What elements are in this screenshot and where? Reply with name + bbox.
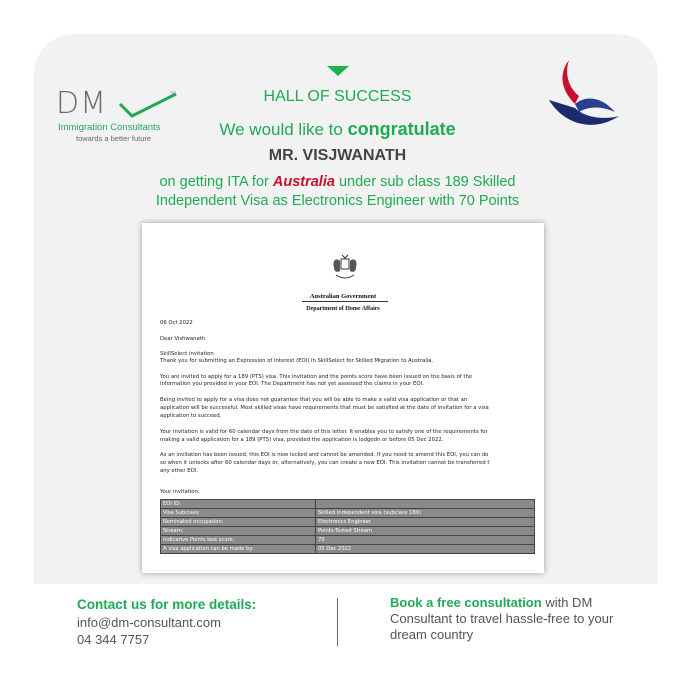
letter-paragraph: Your invitation is valid for 60 calendar days from the date of this letter. It enables you to satisfy one of the requirements for [160, 429, 488, 435]
invitation-table-title: Your invitation: [160, 489, 200, 495]
table-row [161, 518, 535, 527]
table-cell-label: Visa Subclass: [161, 509, 316, 518]
table-cell-label: A visa application can be made by: [161, 545, 316, 554]
letter-subject: SkillSelect invitation [160, 351, 214, 357]
svg-text:TM: TM [170, 90, 176, 95]
letter-salutation: Dear Vishwanath [160, 336, 206, 342]
logo-wordmark: DM [56, 86, 107, 121]
page-title: HALL OF SUCCESS [263, 88, 412, 105]
contact-phone-link[interactable]: 04 344 7757 [77, 632, 150, 647]
triangle-marker-icon [327, 66, 349, 76]
ita-description: on getting ITA for Australia under sub class 189 Skilled Independent Visa as Electronics Engineer with 70 Points [155, 174, 520, 209]
table-cell-label: Stream: [161, 527, 316, 536]
letter-date: 06 Oct 2022 [160, 320, 193, 326]
letter-paragraph: making a valid application for a 189 (PTS) visa, provided the application is lodgedn or before 05 Dec 2022. [160, 437, 444, 443]
table-row [161, 500, 535, 509]
gov-divider [302, 301, 388, 302]
invitation-table [160, 499, 535, 554]
invitation-letter [142, 223, 544, 573]
brand-tagline: towards a better future [76, 134, 152, 143]
brand-name: Immigration Consultants [58, 122, 161, 133]
dept-heading: Department of Home Affairs [306, 306, 380, 312]
letter-paragraph: Being invited to apply for a visa does not guarantee that you will be able to make a valid visa application or that an [160, 397, 468, 403]
table-row [161, 536, 535, 545]
contact-heading: Contact us for more details: [77, 597, 257, 612]
table-cell-value [316, 500, 535, 509]
table-cell-label: Nominated occupation: [161, 518, 316, 527]
table-cell-value: Points-Tested Stream [316, 527, 535, 536]
letter-paragraph: application will be successful. Most skilled visas have requirements that must be satisfied at the date of invitation for a visa [160, 405, 489, 411]
table-row [161, 545, 535, 554]
country-name: Australia [272, 174, 335, 190]
consultation-cta[interactable]: Book a free consultation with DM Consultant to travel hassle-free to your dream country [390, 595, 614, 642]
letter-paragraph: any other EOI. [160, 468, 198, 474]
coat-of-arms-icon [330, 253, 360, 281]
client-name: MR. VISJWANATH [268, 147, 407, 164]
table-cell-value: 05 Dec 2022 [316, 545, 535, 554]
letter-paragraph: so when it unlocks after 60 calendar days or, alternatively, you can create a new EOI. This invitation cannot be transferred t [160, 460, 490, 466]
table-row [161, 509, 535, 518]
letter-paragraph: As an invitation has been issued, this EOI is now locked and cannot be amended. If you need to amend this EOI, you can do [160, 452, 489, 458]
table-row [161, 527, 535, 536]
letter-paragraph: Thank you for submitting an Expression of Interest (EOI) in SkillSelect for Skilled Migration to Australia. [160, 358, 434, 364]
letter-paragraph: information you provided in your EOI. The Department has not yet assessed the claims in your EOI. [160, 381, 424, 387]
gov-heading: Australian Government [309, 293, 377, 300]
letter-paragraph: application to succeed. [160, 413, 222, 419]
table-cell-value: Electronics Engineer [316, 518, 535, 527]
table-cell-label: Indicative Points test score: [161, 536, 316, 545]
letter-paragraph: You are invited to apply for a 189 (PTS) visa. This invitation and the points score have been issued on the basis of the [160, 374, 473, 380]
table-cell-label: EOI ID: [161, 500, 316, 509]
footer-divider [337, 598, 338, 646]
contact-email-link[interactable]: info@dm-consultant.com [77, 615, 221, 630]
congrats-line: We would like to congratulate [219, 119, 456, 139]
table-cell-value: Skilled Independent visa (subclass 189) [316, 509, 535, 518]
table-cell-value: 70 [316, 536, 535, 545]
